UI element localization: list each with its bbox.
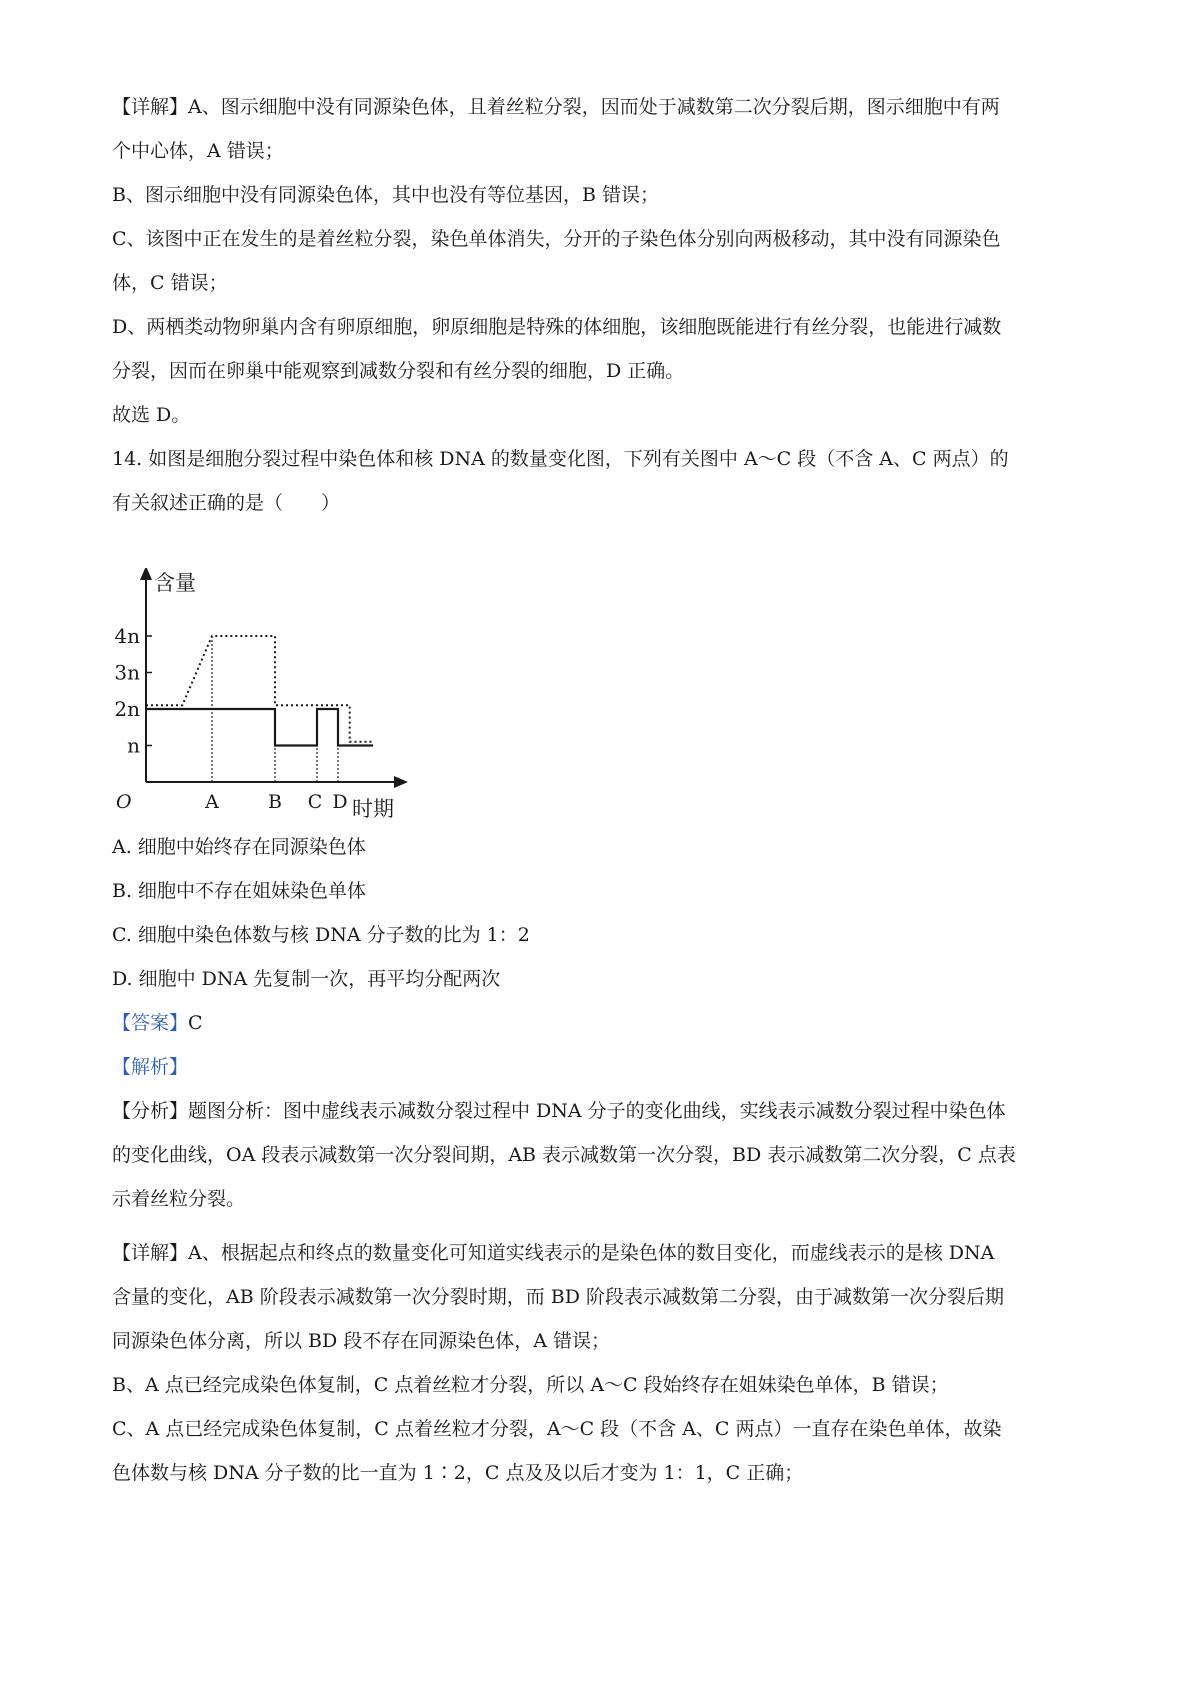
text-line: 体，C 错误； [112, 272, 228, 294]
y-tick-label: 4n [114, 624, 140, 648]
detail-line: C、A 点已经完成染色体复制，C 点着丝粒才分裂，A～C 段（不含 A、C 两点）一直存在染色单体，故染 [112, 1418, 1002, 1440]
x-axis-arrow [394, 776, 408, 788]
chromosome-curve [146, 709, 373, 746]
question-14-stem: 14. 如图是细胞分裂过程中染色体和核 DNA 的数量变化图，下列有关图中 A～C 段（不含 A、C 两点）的 [112, 448, 1009, 470]
analysis-line: 示着丝粒分裂。 [112, 1188, 246, 1210]
origin-label: O [116, 791, 132, 813]
chart-svg [112, 568, 432, 828]
option-c: C. 细胞中染色体数与核 DNA 分子数的比为 1：2 [112, 924, 530, 946]
text-line: 个中心体，A 错误； [112, 140, 284, 162]
x-axis-label: 时期 [352, 797, 394, 821]
option-b: B. 细胞中不存在姐妹染色单体 [112, 880, 367, 902]
y-axis-label: 含量 [154, 571, 196, 595]
text-line: 故选 D。 [112, 404, 191, 426]
detail-line: 含量的变化，AB 阶段表示减数第一次分裂时期，而 BD 阶段表示减数第二分裂，由于减数第一次分裂后期 [112, 1286, 1005, 1308]
detail-line: 【详解】A、根据起点和终点的数量变化可知道实线表示的是染色体的数目变化，而虚线表示的是核 DNA [112, 1242, 995, 1264]
answer-value: C [188, 1012, 203, 1034]
x-tick-label: C [307, 791, 323, 813]
text-line: B、图示细胞中没有同源染色体，其中也没有等位基因，B 错误； [112, 184, 659, 206]
x-tick-label: A [205, 791, 219, 813]
y-axis-arrow [140, 568, 152, 580]
analysis-line: 的变化曲线，OA 段表示减数第一次分裂间期，AB 表示减数第一次分裂，BD 表示减数第二次分裂，C 点表 [112, 1144, 1016, 1166]
y-tick-label: 2n [114, 697, 140, 721]
analysis-tag: 【解析】 [112, 1056, 189, 1078]
question-14-stem: 有关叙述正确的是（ ） [112, 492, 341, 514]
x-tick-label: B [268, 791, 282, 813]
option-d: D. 细胞中 DNA 先复制一次，再平均分配两次 [112, 968, 501, 990]
y-tick-label: 3n [114, 660, 140, 685]
text-line: 分裂，因而在卵巢中能观察到减数分裂和有丝分裂的细胞，D 正确。 [112, 360, 685, 382]
text-line: 【详解】A、图示细胞中没有同源染色体，且着丝粒分裂，因而处于减数第二次分裂后期，图示细胞中有两 [112, 96, 1000, 118]
chromosome-dna-chart [112, 568, 432, 828]
x-tick-label: D [332, 791, 348, 813]
detail-line: 色体数与核 DNA 分子数的比一直为 1∶2，C 点及及以后才变为 1：1，C 正确； [112, 1462, 804, 1484]
text-line: C、该图中正在发生的是着丝粒分裂，染色单体消失，分开的子染色体分别向两极移动，其中没有同源染色 [112, 228, 1001, 250]
analysis-line: 【分析】题图分析：图中虚线表示减数分裂过程中 DNA 分子的变化曲线，实线表示减数分裂过程中染色体 [112, 1100, 1006, 1122]
detail-line: B、A 点已经完成染色体复制，C 点着丝粒才分裂，所以 A～C 段始终存在姐妹染色单体，B 错误； [112, 1374, 949, 1396]
answer-tag: 【答案】 [112, 1012, 189, 1034]
option-a: A. 细胞中始终存在同源染色体 [112, 836, 366, 858]
text-line: D、两栖类动物卵巢内含有卵原细胞，卵原细胞是特殊的体细胞，该细胞既能进行有丝分裂，也能进行减数 [112, 316, 1002, 338]
y-tick-label: n [127, 733, 140, 758]
detail-line: 同源染色体分离，所以 BD 段不存在同源染色体，A 错误； [112, 1330, 611, 1352]
answer-line [112, 1010, 1092, 1036]
